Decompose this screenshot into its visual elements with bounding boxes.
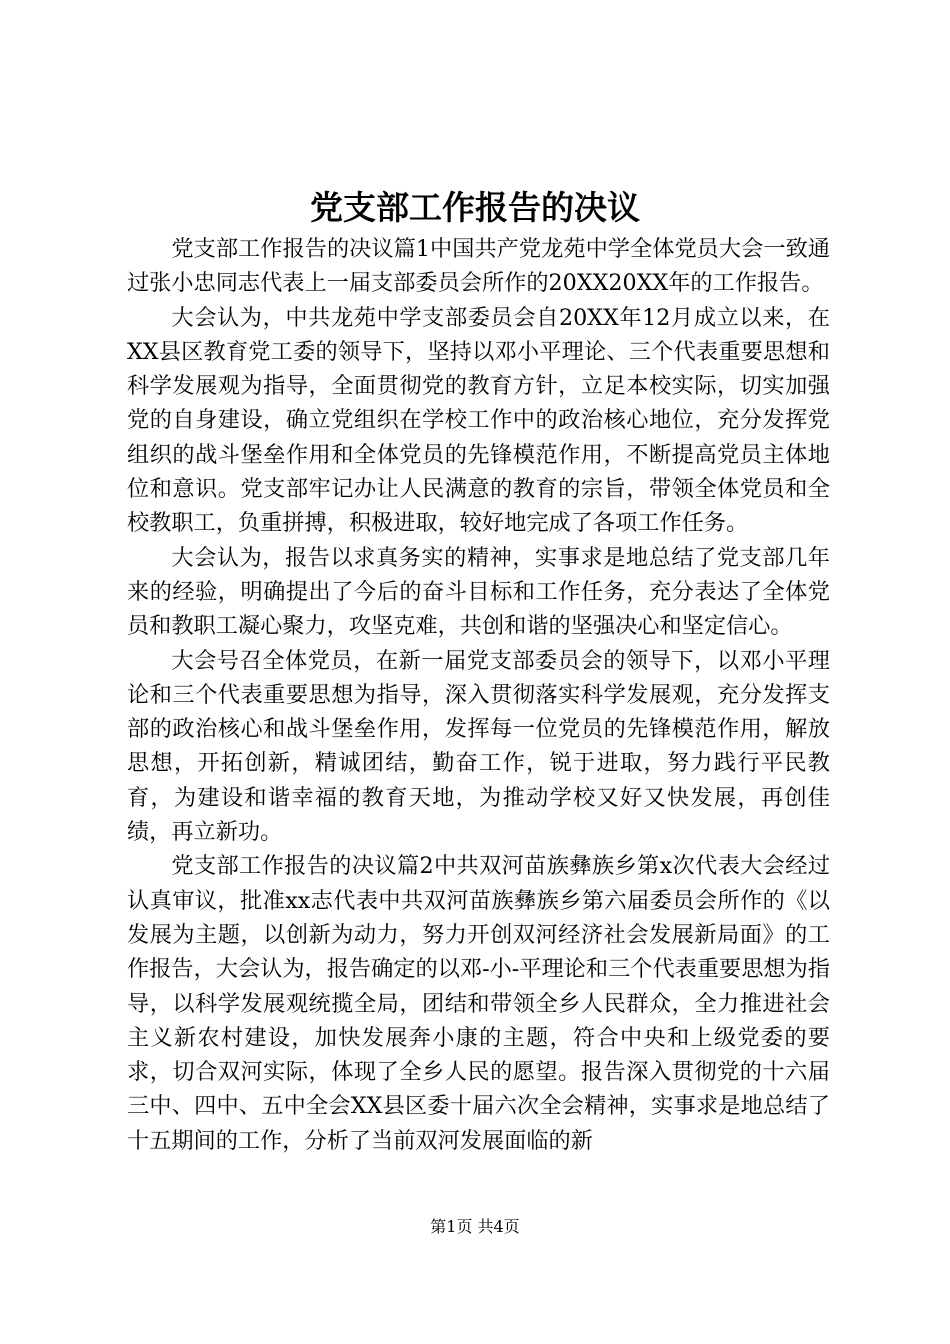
paragraph-2: 大会认为，中共龙苑中学支部委员会自20XX年12月成立以来，在XX县区教育党工委的领导下，坚持以邓小平理论、三个代表重要思想和科学发展观为指导，全面贯彻党的教育方针，立足本校实际，切实加强党的自身建设，确立党组织在学校工作中的政治核心地位，充分发挥党组织的战斗堡垒作用和全体党员的先锋模范作用，不断提高党员主体地位和意识。党支部牢记办让人民满意的教育的宗旨，带领全体党员和全校教职工，负重拼搏，积极进取，较好地完成了各项工作任务。 xyxy=(127,304,830,537)
document-title: 党支部工作报告的决议 xyxy=(310,188,640,227)
page-number-footer: 第1页 共4页 xyxy=(430,1217,520,1236)
paragraph-4: 大会号召全体党员，在新一届党支部委员会的领导下，以邓小平理论和三个代表重要思想为指导，深入贯彻落实科学发展观，充分发挥支部的政治核心和战斗堡垒作用，发挥每一位党员的先锋模范作用，解放思想，开拓创新，精诚团结，勤奋工作，锐于进取，努力践行平民教育，为建设和谐幸福的教育天地，为推动学校又好又快发展，再创佳绩，再立新功。 xyxy=(127,647,830,846)
paragraph-5: 党支部工作报告的决议篇2中共双河苗族彝族乡第x次代表大会经过认真审议，批准xx志代表中共双河苗族彝族乡第六届委员会所作的《以发展为主题，以创新为动力，努力开创双河经济社会发展新局面》的工作报告，大会认为，报告确定的以邓-小-平理论和三个代表重要思想为指导，以科学发展观统揽全局，团结和带领全乡人民群众，全力推进社会主义新农村建设，加快发展奔小康的主题，符合中央和上级党委的要求，切合双河实际，体现了全乡人民的愿望。报告深入贯彻党的十六届三中、四中、五中全会XX县区委十届六次全会精神，实事求是地总结了十五期间的工作，分析了当前双河发展面临的新 xyxy=(127,853,830,1154)
paragraph-3: 大会认为，报告以求真务实的精神，实事求是地总结了党支部几年来的经验，明确提出了今后的奋斗目标和工作任务，充分表达了全体党员和教职工凝心聚力，攻坚克难，共创和谐的坚强决心和坚定信心。 xyxy=(127,544,830,640)
paragraph-1: 党支部工作报告的决议篇1中国共产党龙苑中学全体党员大会一致通过张小忠同志代表上一届支部委员会所作的20XX20XX年的工作报告。 xyxy=(127,236,830,297)
document-body xyxy=(127,232,830,1158)
